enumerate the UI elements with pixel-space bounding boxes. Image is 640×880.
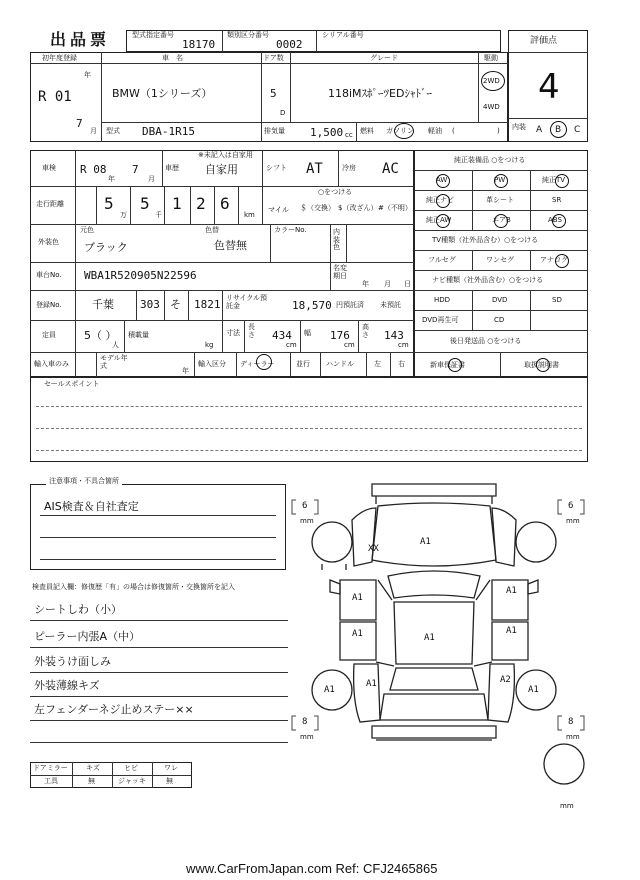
mileage-circle-note: ○をつける [318,188,353,196]
interior-a: A [536,125,543,135]
reg-kana: そ [170,298,181,311]
recycle: 18,570 [292,299,332,312]
tire-spare-mm: mm [560,802,574,810]
equip-tv: 純正TV [542,176,566,184]
drive-label: 駆動 [484,54,498,62]
tire-rr-mm: mm [566,733,580,741]
tire-fr-mm: mm [566,517,580,525]
table-v2: 無 [88,777,95,785]
sen-unit: 千 [155,211,162,219]
km-unit: km [244,211,255,219]
reg-number: 1821 [194,298,221,311]
tv-oneseg: ワンセグ [486,256,514,264]
fuel-light-label: 軽油 [428,127,442,135]
class-no: 0002 [276,38,303,51]
car-name: BMW（1シリーズ） [112,87,213,100]
length-cm: cm [286,341,297,349]
insp-year-unit: 年 [108,175,115,183]
man-unit: 万 [120,211,127,219]
orig-color-label: 元色 [80,226,94,234]
equip-airbag: エアB [492,216,511,224]
mileage-digit-1: 5 [104,194,114,213]
mark-quarter-r: A2 [500,675,511,685]
note-line-3: 外装うけ面しみ [34,655,111,668]
door-count: 5 [270,87,277,100]
model: DBA-1R15 [142,125,195,138]
import-only-label: 輸入車のみ [34,360,69,368]
navi-dvd-play: DVD再生可 [422,316,459,324]
type-no: 18170 [182,38,216,51]
length-label: 長さ [248,323,255,339]
door-label: ドア数 [263,54,284,62]
height: 143 [384,329,404,342]
navi-cd: CD [494,316,505,324]
navi-hdd: HDD [434,296,451,304]
navi-dvd: DVD [492,296,508,304]
footer-ref: www.CarFromJapan.com Ref: CFJ2465865 [186,861,438,876]
reg-label: 登録No. [36,301,62,309]
length: 434 [272,329,292,342]
handle-left: 左 [374,360,381,368]
fuel-value: ガソリン [386,127,414,135]
fuel-label: 燃料 [360,127,374,135]
displacement-label: 排気量 [264,127,285,135]
table-h1: ドアミラー [33,764,68,772]
height-cm: cm [398,341,409,349]
note-line-2: ピーラー内張A（中） [34,630,141,643]
inspection-month: 7 [132,163,139,176]
class-no-label: 類別区分番号 [227,31,269,39]
width-cm: cm [344,341,355,349]
unknown-label: #（不明） [378,204,412,212]
first-reg-label: 初年度登録 [42,54,77,62]
table-h2: キズ [86,764,100,772]
history-note: ※未記入は自家用 [198,151,253,159]
model-year-label: モデル年式 [100,354,128,370]
recycle-unpaid: 未預託 [380,301,401,309]
color-label: 外装色 [38,238,59,246]
transfer-label: 名変期日 [333,264,347,280]
transfer-year: 年 [362,280,369,288]
serial-label: シリアル番号 [322,31,364,39]
tire-rr: 8 [568,717,574,727]
tv-analog: アナログ [540,256,568,264]
color: ブラック [84,241,128,254]
equip-sr: SR [552,196,562,204]
history-label: 車歴 [165,164,179,172]
doc-manual: 取扱説明書 [524,361,559,369]
equip-abs: ABS [548,216,562,224]
model-year-unit: 年 [182,367,189,375]
history: 自家用 [205,163,238,176]
interior-c: C [574,125,581,135]
person-unit: 人 [112,341,119,349]
inspection-label: 車検 [42,164,56,172]
mileage-label: 走行距離 [36,200,64,208]
handle-right: 右 [398,360,405,368]
interior-label: 内装 [512,123,526,131]
mark-quarter-l: A1 [366,679,377,689]
height-label: 高さ [362,323,369,339]
genuine-title: 純正装備品 ○をつける [454,156,526,164]
drive-4wd: 4WD [483,103,500,111]
caution-label: 注意事項・不具合箇所 [46,478,122,485]
mark-door-fl: A1 [352,593,363,603]
grade: 118iMｽﾎﾟｰﾂEDｼｬﾄﾞｰ [328,87,432,100]
tire-rl-mm: mm [300,733,314,741]
docs-title: 後日発送品 ○をつける [450,337,522,345]
tv-title: TV種類（社外品含む）○をつける [432,236,539,244]
tire-fl: 6 [302,501,308,511]
repaint: 色替無 [214,239,247,252]
import-cat-label: 輸入区分 [198,360,226,368]
mile-label: マイル [268,206,289,214]
width: 176 [330,329,350,342]
first-reg-era: R 01 [38,89,72,105]
kg-unit: kg [205,341,214,349]
color-no-label: カラーNo. [274,226,307,234]
insp-month-unit: 月 [148,175,155,183]
tire-fl-mm: mm [300,517,314,525]
table-h4: ワレ [164,764,178,772]
caution-text: AIS検査＆自社査定 [44,500,139,513]
equip-leather: 革シート [486,196,514,204]
mark-roof: A1 [424,633,435,643]
drive-2wd: 2WD [483,77,500,85]
capacity: 5（ ） [84,329,117,342]
note-line-5: 左フェンダーネジ止めステー×× [34,703,194,716]
parallel: 並行 [296,360,310,368]
interior-b: B [555,125,562,135]
mark-wheel-rl: A1 [324,685,335,695]
page-title: 出品票 [50,30,111,49]
handle-label: ハンドル [326,360,354,368]
mark-front-left: XX [368,544,379,554]
reg-area: 千葉 [92,298,114,311]
navi-title: ナビ種類（社外品含む）○をつける [432,276,544,284]
sales-point-label: セールスポイント [44,380,100,388]
capacity-label: 定員 [42,331,56,339]
mark-door-fr: A1 [506,586,517,596]
shift-label: シフト [266,164,287,172]
displacement: 1,500 [310,126,344,139]
exchange-label: ＄（交換） [300,204,335,212]
mark-door-rl: A1 [352,629,363,639]
grade-label: グレード [370,54,398,62]
year-unit: 年 [84,71,91,79]
month-unit: 月 [90,127,97,135]
table-h3: ヒビ [124,764,138,772]
recycle-unit: 円預託済 [336,301,364,309]
door-type: D [280,109,286,117]
int-color-label: 内装色 [333,228,340,252]
equip-aw: AW [436,176,448,184]
navi-sd: SD [552,296,562,304]
transfer-day: 日 [404,280,411,288]
chassis: WBA1R520905N22596 [84,269,197,282]
load-label: 積載量 [128,331,149,339]
tv-fullseg: フルセグ [428,256,456,264]
mark-hood: A1 [420,537,431,547]
note-line-1: シートしわ（小） [34,603,122,616]
tire-fr: 6 [568,501,574,511]
mileage-digit-2: 5 [140,194,150,213]
mileage-digit-5: 6 [220,194,230,213]
score-value: 4 [538,67,560,107]
modified-label: $（改ざん） [338,204,378,212]
inspector-label: 検査員記入欄：修復歴「有」の場合は修復箇所・交換箇所を記入 [32,583,235,591]
shift: AT [306,161,323,177]
ac: AC [382,161,399,177]
width-label: 幅 [304,329,311,337]
paint-label: 色替 [205,226,219,234]
cc-unit: cc [345,131,353,139]
doc-warranty: 新車保証書 [430,361,465,369]
inspection-era: R 08 [80,163,107,176]
reg-class: 303 [140,298,160,311]
mileage-digit-3: 1 [172,194,182,213]
table-v3: ジャッキ [118,777,146,785]
recycle-label: リサイクル預託金 [226,294,268,311]
table-v4: 無 [166,777,173,785]
dealer: ディーラー [240,360,275,368]
model-label: 型式 [106,127,120,135]
car-name-label: 車 名 [162,54,183,62]
score-label: 評価点 [530,36,558,46]
note-line-4: 外装薄線キズ [34,679,100,692]
mark-wheel-rr: A1 [528,685,539,695]
chassis-label: 車台No. [36,271,62,279]
tire-rl: 8 [302,717,308,727]
dims-label: 寸法 [226,329,240,337]
equip-genuine-aw: 純正AW [426,216,452,224]
mark-door-rr: A1 [506,626,517,636]
ac-label: 冷房 [342,164,356,172]
equip-navi: 純正ナビ [426,196,454,204]
table-v1: 工具 [44,777,58,785]
equip-pw: PW [494,176,506,184]
first-reg-month: 7 [76,117,83,130]
mileage-digit-4: 2 [196,194,206,213]
type-no-label: 型式指定番号 [132,31,174,39]
transfer-month: 月 [384,280,391,288]
